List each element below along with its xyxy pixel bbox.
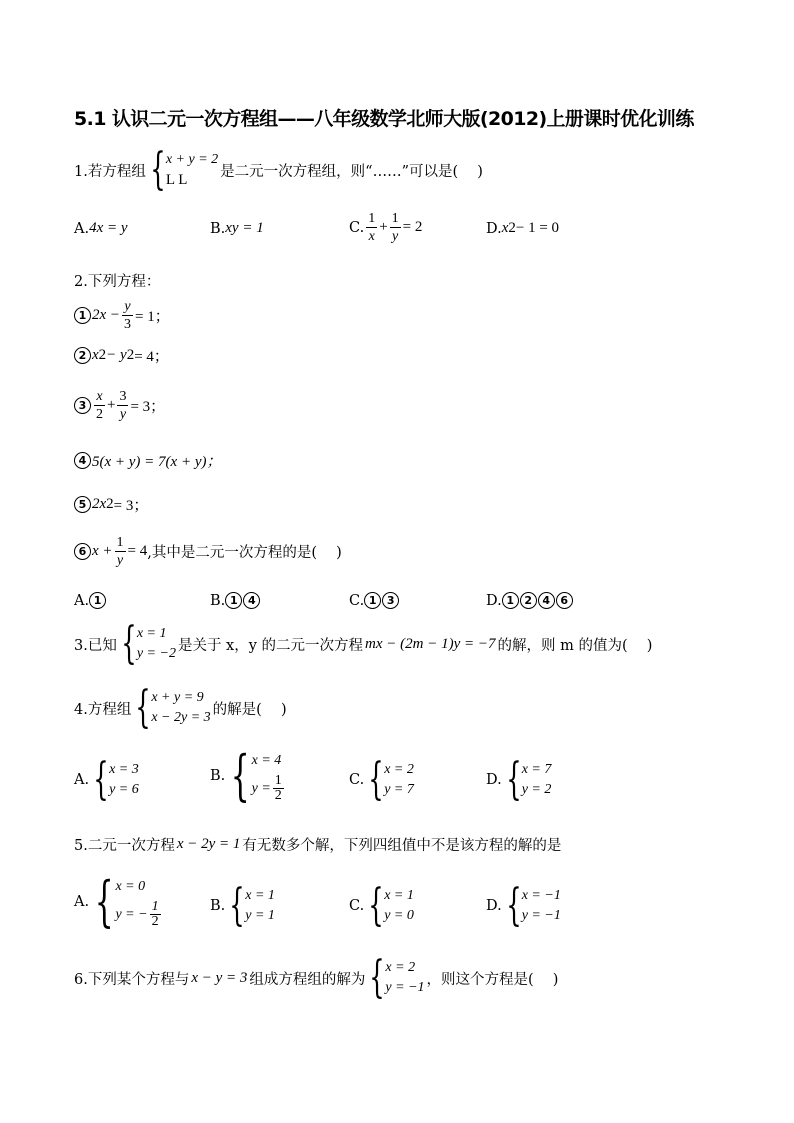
fraction: $\frac{1}{2}$ [151,899,159,929]
option-label: C. [349,219,365,236]
answer-system: { x = 4 y = $\frac{1}{2}$ [230,743,282,807]
q5-option-a: A. { x = 0 y = − $\frac{1}{2}$ [74,874,165,929]
q4-option-c: C. { x = 2 y = 7 [349,754,414,805]
circled-number: 6 [556,592,573,609]
page-title: 5.1 认识二元一次方程组——八年级数学北师大版(2012)上册课时优化训练 [74,108,694,130]
fraction: $\frac{1}{y}$ [116,535,124,568]
fraction: $\frac{1}{y}$ [391,211,399,244]
q1-option-b [210,220,264,237]
question-3: 3.已知 { x = 1 y = −2 是关于 x，y 的二元一次方程 mx − (2m − 1)y = −7 的解，则 m 的值为( ) [74,618,653,669]
circled-number: 1 [74,307,91,324]
q1-system-row-2: L L [165,172,188,188]
q5-option-c: C. { x = 1 y = 0 [349,880,414,931]
circled-number: 2 [520,592,537,609]
q4-system: { x + y = 9 x − 2y = 3 [135,682,211,733]
circled-number: 4 [74,452,91,469]
q2-option-c: C. 1 3 [349,592,400,609]
fraction: $\frac{3}{y}$ [119,389,127,422]
circled-number: 3 [74,397,91,414]
option-expr: 4x = y [89,220,128,236]
question-1 [74,144,483,195]
q1-system: { x + y = 2 L L [150,144,219,195]
q1-option-a [74,220,128,237]
q2-item-4: 4 5(x + y) = 7(x + y)； [74,450,221,471]
q2-item-5: 5 2x 2 = 3； [74,494,148,515]
q4-option-d: D. { x = 7 y = 2 [486,754,552,805]
q2-item-6: 6 x + $\frac{1}{y}$ = 4 ,其中是二元一次方程的是( ) [74,534,342,569]
q1-option-c: C. $\frac{1}{x}$ + $\frac{1}{y}$ = 2 [349,211,423,244]
q3-system: { x = 1 y = −2 [121,618,176,669]
circled-number: 3 [382,592,399,609]
answer-system: { x = 1 y = 1 [229,880,275,931]
answer-system: { x = −1 y = −1 [506,880,561,931]
fraction: $\frac{1}{x}$ [368,211,376,244]
circled-number: 1 [89,592,106,609]
circled-number: 4 [538,592,555,609]
q5-option-d: D. { x = −1 y = −1 [486,880,561,931]
circled-number: 2 [74,347,91,364]
circled-number: 6 [74,543,91,560]
circled-number: 1 [502,592,519,609]
circled-number: 5 [74,496,91,513]
answer-system: { x = 3 y = 6 [93,754,139,805]
fraction: $\frac{x}{2}$ [96,389,103,422]
fraction: $\frac{1}{2}$ [274,773,282,803]
q1-prefix: 1.若方程组 [74,163,146,180]
q5-option-b: B. { x = 1 y = 1 [210,880,275,931]
option-label: B. [210,220,226,237]
q6-system: { x = 2 y = −1 [369,952,425,1003]
option-label: D. [486,220,502,237]
q2-item-2: 2 x 2 − y 2 = 4； [74,345,169,366]
question-4: 4.方程组 { x + y = 9 x − 2y = 3 的解是( ) [74,682,287,733]
q1-suffix: 是二元一次方程组，则“……”可以是( ) [220,163,483,180]
circled-number: 1 [225,592,242,609]
question-6: 6.下列某个方程与 x − y = 3 组成方程组的解为 { x = 2 y = −1 ，则这个方程是( ) [74,952,559,1003]
q2-option-a: A. 1 [74,592,107,609]
question-5: 5.二元一次方程 x − 2y = 1 有无数多个解，下列四组值中不是该方程的解的是 [74,836,562,854]
answer-system: { x = 2 y = 7 [368,754,414,805]
q1-system-row-1: x + y = 2 [165,152,219,167]
q2-item-3: 3 $\frac{x}{2}$ + $\frac{3}{y}$ = 3； [74,388,165,423]
q4-option-a: A. { x = 3 y = 6 [74,754,139,805]
q2-option-b: B. 1 4 [210,592,261,609]
circled-number: 1 [364,592,381,609]
circled-number: 4 [243,592,260,609]
q1-option-d: D. x 2 − 1 = 0 [486,220,560,237]
answer-system: { x = 7 y = 2 [506,754,552,805]
question-2-stem: 2.下列方程： [74,274,161,290]
option-expr: xy = 1 [225,220,264,236]
answer-system: { x = 1 y = 0 [368,880,414,931]
q2-item-1: 1 2x − $\frac{y}{3}$ = 1； [74,298,170,333]
fraction: $\frac{y}{3}$ [124,299,132,332]
option-label: A. [74,220,90,237]
answer-system: { x = 0 y = − $\frac{1}{2}$ [94,869,159,933]
q4-option-b: B. { x = 4 y = $\frac{1}{2}$ [210,748,288,803]
q2-option-d: D. 1 2 4 6 [486,592,574,609]
